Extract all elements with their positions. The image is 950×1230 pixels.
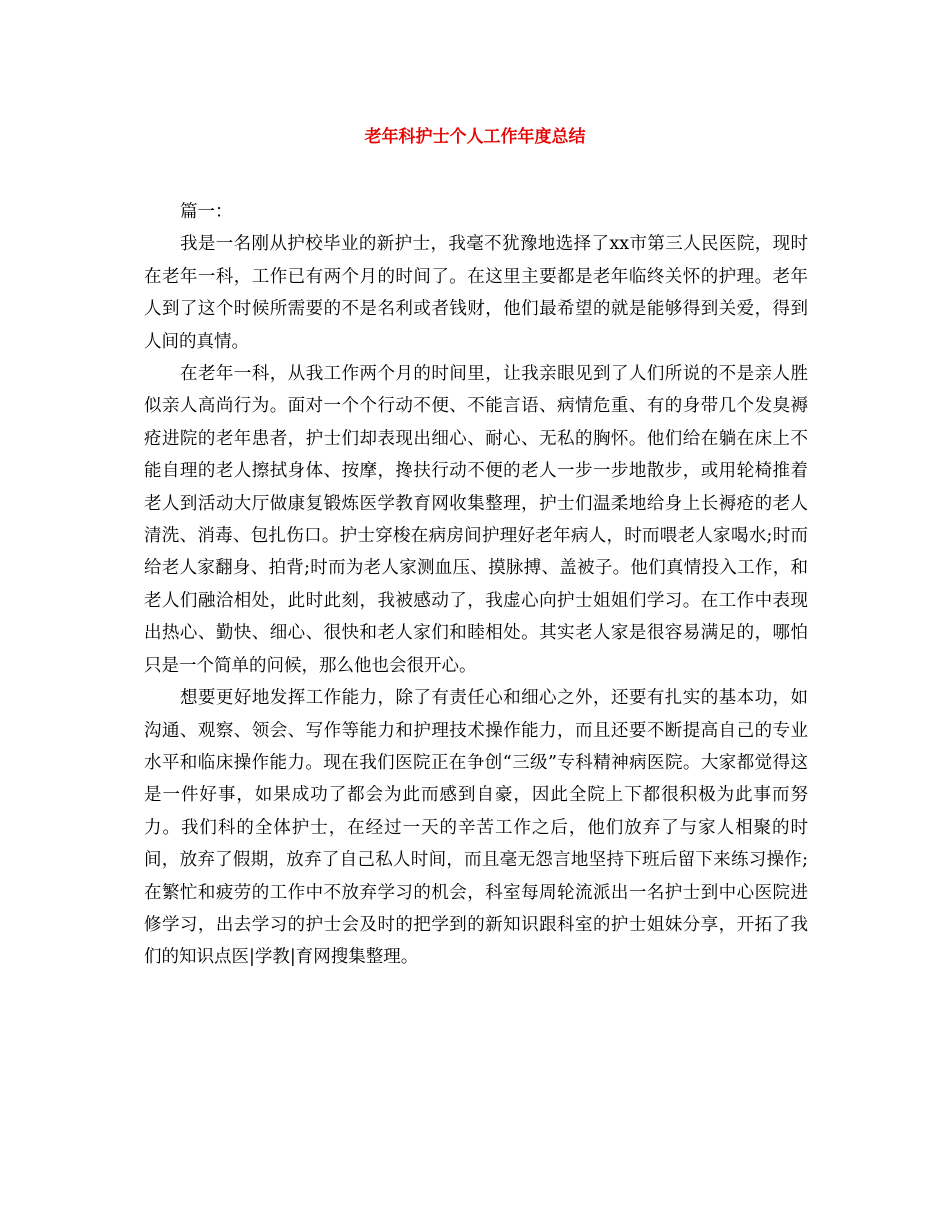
document-title: 老年科护士个人工作年度总结 xyxy=(364,127,586,147)
section-heading: 篇一： xyxy=(180,202,233,222)
paragraph-2: 在老年一科，从我工作两个月的时间里，让我亲眼见到了人们所说的不是亲人胜似亲人高尚行为。面对一个个行动不便、不能言语、病情危重、有的身带几个发臭褥疮进院的老年患者，护士们却表现出细心、耐心、无私的胸怀。他们给在躺在床上不能自理的老人擦拭身体、按摩，搀扶行动不便的老人一步一步地散步，或用轮椅推着老人到活动大厅做康复锻炼医学教育网收集整理，护士们温柔地给身上长褥疮的老人清洗、消毒、包扎伤口。护士穿梭在病房间护理好老年病人，时而喂老人家喝水;时而给老人家翻身、拍背;时而为老人家测血压、摸脉搏、盖被子。他们真情投入工作，和老人们融洽相处，此时此刻，我被感动了，我虚心向护士姐姐们学习。在工作中表现出热心、勤快、细心、很快和老人家们和睦相处。其实老人家是很容易满足的，哪怕只是一个简单的问候，那么他也会很开心。 xyxy=(144,364,808,676)
paragraph-3: 想要更好地发挥工作能力，除了有责任心和细心之外，还要有扎实的基本功，如沟通、观察、领会、写作等能力和护理技术操作能力，而且还要不断提高自己的专业水平和临床操作能力。现在我们医院正在争创“三级”专科精神病医院。大家都觉得这是一件好事，如果成功了都会为此而感到自豪，因此全院上下都很积极为此事而努力。我们科的全体护士，在经过一天的辛苦工作之后，他们放弃了与家人相聚的时间，放弃了假期，放弃了自己私人时间，而且毫无怨言地坚持下班后留下来练习操作;在繁忙和疲劳的工作中不放弃学习的机会，科室每周轮流派出一名护士到中心医院进修学习，出去学习的护士会及时的把学到的新知识跟科室的护士姐妹分享，开拓了我们的知识点医|学教|育网搜集整理。 xyxy=(144,688,808,968)
paragraph-1: 我是一名刚从护校毕业的新护士，我毫不犹豫地选择了xx市第三人民医院，现时在老年一科，工作已有两个月的时间了。在这里主要都是老年临终关怀的护理。老年人到了这个时候所需要的不是名利或者钱财，他们最希望的就是能够得到关爱，得到人间的真情。 xyxy=(144,234,808,352)
document-body xyxy=(144,196,808,974)
